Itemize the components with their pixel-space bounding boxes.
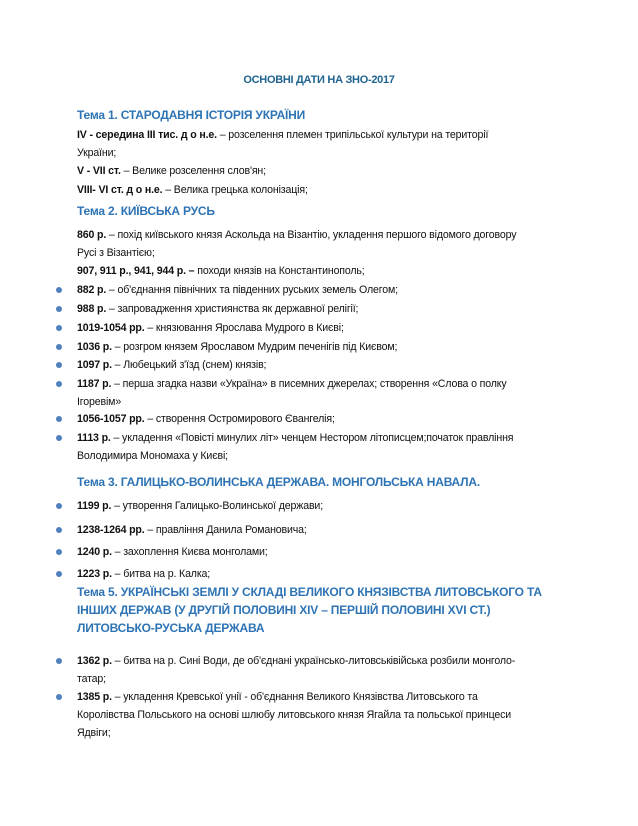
entry-date: 1056-1057 рр.: [77, 413, 145, 425]
section-heading-1: [77, 106, 305, 124]
heading-number: Тема 2.: [77, 204, 118, 218]
bullet-icon: [56, 527, 62, 533]
heading-text: УКРАЇНСЬКІ ЗЕМЛІ У СКЛАДІ ВЕЛИКОГО КНЯЗІВСТВА ЛИТОВСЬКОГО ТА: [117, 585, 542, 599]
heading-text-line2: ІНШИХ ДЕРЖАВ (У ДРУГІЙ ПОЛОВИНІ XIV – ПЕРШІЙ ПОЛОВИНІ XVI СТ.): [77, 603, 491, 617]
entry-date: 1238-1264 рр.: [77, 524, 145, 536]
heading-number: Тема 5.: [77, 585, 118, 599]
entry-date: 1385 р.: [77, 691, 112, 703]
entry-text: – князювання Ярослава Мудрого в Києві;: [144, 322, 344, 334]
heading-number: Тема 3.: [77, 475, 118, 489]
list-item: [77, 652, 567, 688]
entry-date: V - VII ст.: [77, 165, 121, 177]
heading-text: СТАРОДАВНЯ ІСТОРІЯ УКРАЇНИ: [120, 108, 306, 122]
entry-text: – Любецький з'їзд (снем) князів;: [111, 359, 267, 371]
list-item: [77, 319, 567, 337]
heading-text-line3: ЛИТОВСЬКО-РУСЬКА ДЕРЖАВА: [77, 621, 265, 635]
entry-text: – похід київського князя Аскольда на Візантію, укладення першого відомого договору: [106, 229, 517, 241]
list-item: [77, 300, 567, 318]
entry-date: 1199 р.: [77, 500, 112, 512]
entry-text: – Велике розселення слов'ян;: [120, 165, 266, 177]
page-title: ОСНОВНІ ДАТИ НА ЗНО-2017: [243, 74, 395, 86]
entry-text-cont: татар;: [77, 673, 106, 685]
entry-date: 1036 р.: [77, 341, 112, 353]
bullet-icon: [56, 325, 62, 331]
entry-text: – битва на р. Сині Води, де об'єднані українсько-литовськівійська розбили монголо-: [111, 655, 516, 667]
list-item: [77, 565, 567, 583]
entry-text: – битва на р. Калка;: [111, 568, 211, 580]
entry-date: 1113 р.: [77, 432, 111, 444]
list-item: [77, 281, 567, 299]
list-item: [77, 375, 567, 411]
list-item: [77, 497, 567, 515]
entry-date: 1097 р.: [77, 359, 112, 371]
entry-date: 860 р.: [77, 229, 107, 241]
list-item: [77, 543, 567, 561]
entry-text: походи князів на Константинополь;: [194, 265, 365, 277]
entry: [77, 162, 567, 180]
entry-text: – запровадження християнства як державної релігії;: [106, 303, 359, 315]
entry-date: 1019-1054 рр.: [77, 322, 145, 334]
entry-text: – захоплення Києва монголами;: [111, 546, 268, 558]
bullet-icon: [56, 549, 62, 555]
bullet-icon: [56, 381, 62, 387]
entry-date: 1362 р.: [77, 655, 112, 667]
entry-date: 1187 р.: [77, 378, 112, 390]
entry-text-cont: України;: [77, 147, 117, 159]
entry: [77, 262, 567, 280]
entry: [77, 181, 567, 199]
list-item: [77, 429, 567, 465]
bullet-icon: [56, 416, 62, 422]
bullet-icon: [56, 362, 62, 368]
bullet-icon: [56, 306, 62, 312]
entry-date: IV - середина III тис. д о н.е.: [77, 129, 217, 141]
entry-text: – розселення племен трипільської культури на території: [216, 129, 489, 141]
entry-text: – перша згадка назви «Україна» в писемних джерелах; створення «Слова о полку: [111, 378, 507, 390]
bullet-icon: [56, 435, 62, 441]
entry-text-cont: Королівства Польського на основі шлюбу литовського князя Ягайла та польської принцеси: [77, 709, 512, 721]
entry-date: 988 р.: [77, 303, 107, 315]
entry-date: VIII- VI ст. д о н.е.: [77, 184, 163, 196]
entry-text-cont: Володимира Мономаха у Києві;: [77, 450, 228, 462]
bullet-icon: [56, 694, 62, 700]
entry-text: – розгром князем Ярославом Мудрим печенігів під Києвом;: [111, 341, 398, 353]
bullet-icon: [56, 344, 62, 350]
bullet-icon: [56, 658, 62, 664]
heading-text: КИЇВСЬКА РУСЬ: [120, 204, 215, 218]
entry-text: – створення Остромирового Євангелія;: [144, 413, 335, 425]
entry: [77, 226, 567, 262]
list-item: [77, 356, 567, 374]
entry-text-cont2: Ядвіги;: [77, 727, 111, 739]
entry-text: – утворення Галицько-Волинської держави;: [111, 500, 323, 512]
list-item: [77, 521, 567, 539]
list-item: [77, 410, 567, 428]
list-item: [77, 338, 567, 356]
heading-text: ГАЛИЦЬКО-ВОЛИНСЬКА ДЕРЖАВА. МОНГОЛЬСЬКА НАВАЛА.: [120, 475, 480, 489]
entry-text: – укладення Кревської унії - об'єднання Великого Князівства Литовського та: [111, 691, 478, 703]
entry: [77, 126, 567, 162]
bullet-icon: [56, 287, 62, 293]
entry-date: 882 р.: [77, 284, 107, 296]
heading-number: Тема 1.: [77, 108, 118, 122]
bullet-icon: [56, 503, 62, 509]
entry-date: 1240 р.: [77, 546, 112, 558]
entry-date: 907, 911 р., 941, 944 р. –: [77, 265, 195, 277]
entry-text: – Велика грецька колонізація;: [162, 184, 308, 196]
section-heading-2: [77, 202, 215, 220]
section-heading-3: [77, 473, 480, 491]
entry-text-cont: Русі з Візантією;: [77, 247, 155, 259]
entry-date: 1223 р.: [77, 568, 112, 580]
entry-text: – укладення «Повісті минулих літ» ченцем Нестором літописцем;початок правління: [110, 432, 514, 444]
list-item: [77, 688, 567, 742]
entry-text-cont: Ігоревім»: [77, 396, 122, 408]
entry-text: – об'єднання північних та південних руських земель Олегом;: [106, 284, 398, 296]
entry-text: – правління Данила Романовича;: [144, 524, 307, 536]
section-heading-5: [77, 583, 542, 637]
bullet-icon: [56, 571, 62, 577]
